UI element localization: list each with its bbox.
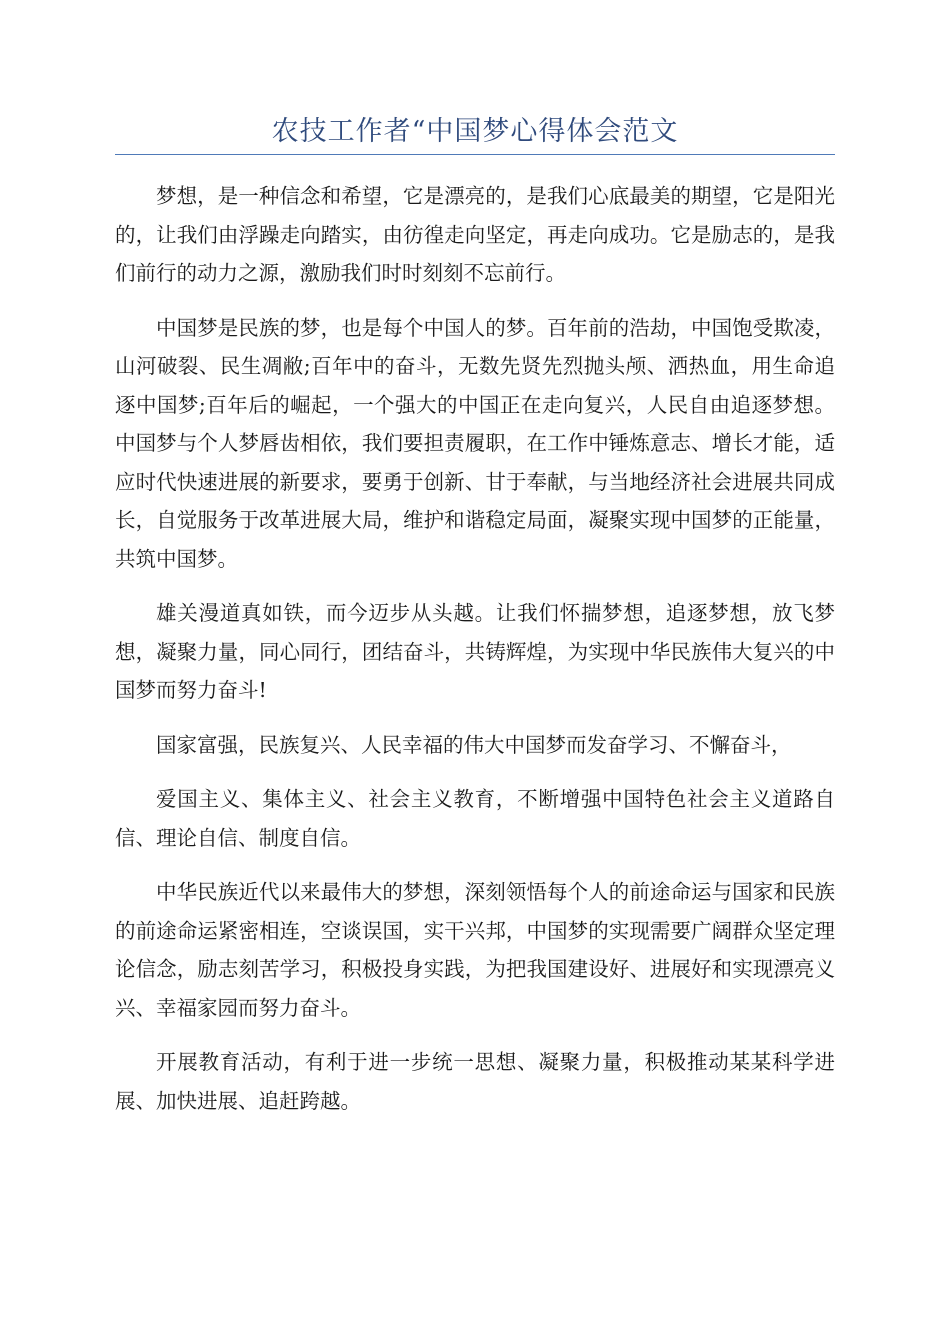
paragraph-6: 中华民族近代以来最伟大的梦想，深刻领悟每个人的前途命运与国家和民族的前途命运紧密相连，空谈误国，实干兴邦，中国梦的实现需要广阔群众坚定理论信念，励志刻苦学习，积极投身实践，为把我国建设好、进展好和实现漂亮义兴、幸福家园而努力奋斗。 <box>115 880 835 1020</box>
document-body <box>115 177 835 1136</box>
paragraph-7: 开展教育活动，有利于进一步统一思想、凝聚力量，积极推动某某科学进展、加快进展、追赶跨越。 <box>115 1050 835 1113</box>
title-underline <box>115 154 835 155</box>
paragraph-5: 爱国主义、集体主义、社会主义教育，不断增强中国特色社会主义道路自信、理论自信、制度自信。 <box>115 787 835 850</box>
paragraph-2: 中国梦是民族的梦，也是每个中国人的梦。百年前的浩劫，中国饱受欺凌，山河破裂、民生凋敝;百年中的奋斗，无数先贤先烈抛头颅、洒热血，用生命追逐中国梦;百年后的崛起，一个强大的中国正在走向复兴，人民自由追逐梦想。中国梦与个人梦唇齿相依，我们要担责履职，在工作中锤炼意志、增长才能，适应时代快速进展的新要求，要勇于创新、甘于奉献，与当地经济社会进展共同成长，自觉服务于改革进展大局，维护和谐稳定局面，凝聚实现中国梦的正能量，共筑中国梦。 <box>115 315 835 571</box>
paragraph-4: 国家富强，民族复兴、人民幸福的伟大中国梦而发奋学习、不懈奋斗， <box>156 732 792 757</box>
paragraph-3: 雄关漫道真如铁，而今迈步从头越。让我们怀揣梦想，追逐梦想，放飞梦想，凝聚力量，同心同行，团结奋斗，共铸辉煌，为实现中华民族伟大复兴的中国梦而努力奋斗! <box>115 601 835 702</box>
paragraph-1: 梦想，是一种信念和希望，它是漂亮的，是我们心底最美的期望，它是阳光的，让我们由浮躁走向踏实，由彷徨走向坚定，再走向成功。它是励志的，是我们前行的动力之源，激励我们时时刻刻不忘前行。 <box>115 184 835 285</box>
document-title: 农技工作者“中国梦心得体会范文 <box>271 116 679 147</box>
